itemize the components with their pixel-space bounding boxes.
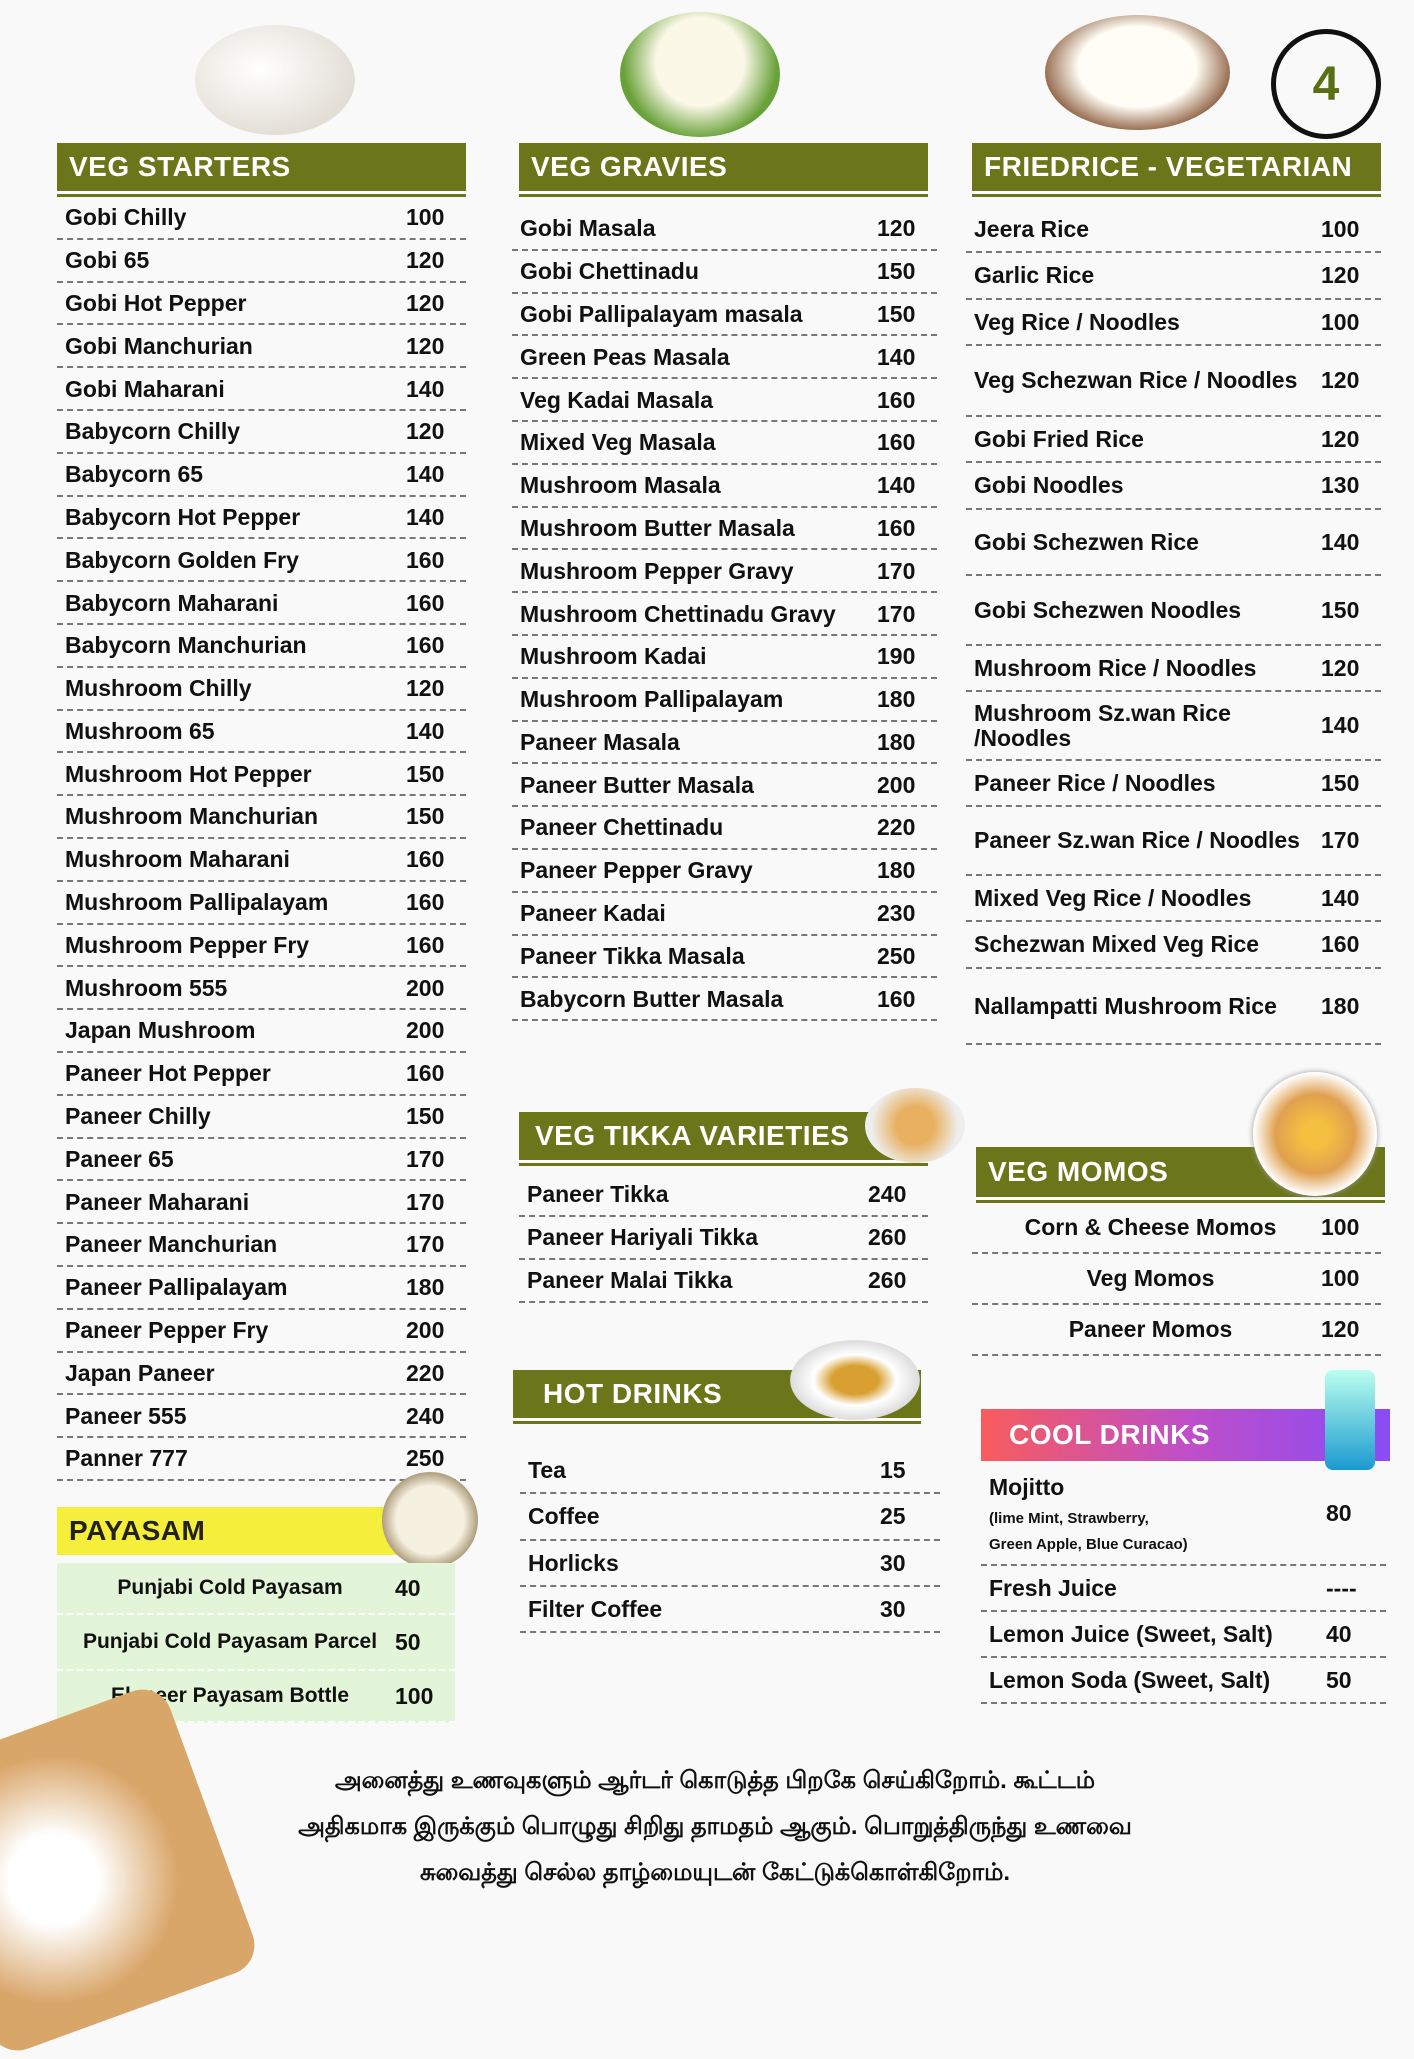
list-item (57, 796, 466, 839)
item-name: Punjabi Cold Payasam (117, 1575, 343, 1599)
item-name: Mushroom 65 (65, 717, 215, 744)
item-name: Gobi Hot Pepper (65, 289, 247, 316)
item-name: Mushroom Sz.wan Rice /Noodles (974, 700, 1231, 751)
item-name: Paneer Pepper Gravy (520, 857, 753, 884)
item-name: Gobi Schezwen Noodles (974, 596, 1242, 623)
hot-drinks-list (520, 1448, 940, 1633)
list-item (966, 922, 1381, 969)
item-price: 25 (880, 1503, 906, 1530)
item-price: 150 (406, 1103, 445, 1130)
item-price: 180 (1321, 992, 1360, 1019)
item-name: Jeera Rice (974, 216, 1090, 243)
item-price: 150 (406, 760, 445, 787)
item-price: 150 (406, 803, 445, 830)
item-name: Mushroom Pallipalayam (520, 686, 784, 713)
item-price: 220 (877, 814, 916, 841)
item-price: 160 (406, 589, 445, 616)
list-item (57, 411, 466, 454)
item-price: 120 (1321, 1316, 1360, 1343)
list-item (512, 850, 937, 893)
list-item (512, 936, 937, 979)
list-item (972, 1254, 1381, 1305)
notice-line: அனைத்து உணவுகளும் ஆர்டர் கொடுத்த பிறகே செய்கிறோம். கூட்டம் (334, 1767, 1096, 1794)
item-name: Paneer Manchurian (65, 1231, 278, 1258)
list-item (57, 1224, 466, 1267)
item-price: 160 (406, 1060, 445, 1087)
item-price: 140 (406, 375, 445, 402)
list-item (966, 646, 1381, 692)
list-item (57, 1096, 466, 1139)
item-price: 200 (406, 974, 445, 1001)
list-item (512, 679, 937, 722)
item-name: Babycorn Hot Pepper (65, 503, 301, 530)
item-name: Paneer Pepper Fry (65, 1317, 269, 1344)
item-price: 40 (395, 1574, 421, 1601)
item-price: 200 (877, 771, 916, 798)
item-price: 230 (877, 900, 916, 927)
veg-momos-list (972, 1203, 1381, 1356)
cool-drinks-header: COOL DRINKS (981, 1409, 1390, 1461)
list-item (57, 839, 466, 882)
item-price: 150 (877, 258, 916, 285)
item-name: Mushroom Pepper Fry (65, 931, 310, 958)
item-name: Lemon Juice (Sweet, Salt) (989, 1620, 1273, 1647)
list-item (966, 807, 1381, 876)
item-name: Veg Kadai Masala (520, 386, 714, 413)
item-name: Paneer Tikka Masala (520, 942, 745, 969)
item-name: Mushroom Maharani (65, 846, 290, 873)
item-price: 140 (406, 717, 445, 744)
item-name: Gobi Schezwen Rice (974, 528, 1199, 555)
list-item (57, 454, 466, 497)
page-number-badge: 4 (1271, 29, 1381, 139)
list-item (57, 1563, 455, 1615)
list-item (57, 882, 466, 925)
list-item (57, 1010, 466, 1053)
veg-tikka-list (519, 1174, 928, 1303)
veg-gravies-list (512, 208, 937, 1021)
item-name: Paneer Chettinadu (520, 814, 724, 841)
item-name: Green Peas Masala (520, 343, 730, 370)
item-price: 140 (1321, 712, 1360, 739)
item-name: Veg Schezwan Rice / Noodles (974, 367, 1298, 394)
item-name: Gobi Noodles (974, 472, 1124, 499)
item-name: Mojitto (989, 1473, 1065, 1500)
item-name: Panner 777 (65, 1445, 188, 1472)
item-name: Babycorn Butter Masala (520, 985, 784, 1012)
list-item (57, 539, 466, 582)
item-name: Veg Momos (1086, 1265, 1215, 1292)
list-item (966, 576, 1381, 646)
fried-rice-list (966, 208, 1381, 1045)
list-item (966, 876, 1381, 922)
list-item (520, 1448, 940, 1494)
payasam-header: PAYASAM (57, 1507, 455, 1555)
item-price: 180 (877, 857, 916, 884)
item-price: 170 (406, 1145, 445, 1172)
item-name: Mushroom Pallipalayam (65, 889, 329, 916)
item-name: Babycorn Manchurian (65, 632, 307, 659)
item-price: 170 (406, 1231, 445, 1258)
list-item (520, 1587, 940, 1633)
item-name: Schezwan Mixed Veg Rice (974, 931, 1260, 958)
item-price: 250 (406, 1445, 445, 1472)
list-item (519, 1217, 928, 1260)
list-item (512, 336, 937, 379)
item-price: 120 (406, 418, 445, 445)
list-item (512, 251, 937, 294)
item-price: 140 (1321, 884, 1360, 911)
list-item (57, 497, 466, 540)
item-name: Mushroom Masala (520, 472, 721, 499)
item-price: 100 (395, 1682, 434, 1709)
veg-starters-list (57, 197, 466, 1481)
item-name: Babycorn Golden Fry (65, 546, 299, 573)
item-price: 50 (1326, 1666, 1352, 1693)
item-price: 120 (1321, 367, 1360, 394)
item-name: Paneer Kadai (520, 900, 666, 927)
item-price: 120 (1321, 425, 1360, 452)
item-name: Mushroom Rice / Noodles (974, 654, 1257, 681)
item-name: Paneer Malai Tikka (527, 1267, 733, 1294)
item-name: Gobi Chilly (65, 204, 187, 231)
list-item (512, 379, 937, 422)
item-name: Paneer Tikka (527, 1181, 669, 1208)
notice-line: சுவைத்து செல்ல தாழ்மையுடன் கேட்டுக்கொள்கிறோம். (419, 1859, 1011, 1886)
notice-line: அதிகமாக இருக்கும் பொழுது சிறிது தாமதம் ஆகும். பொறுத்திருந்து உணவை (298, 1813, 1132, 1840)
item-name: Paneer Sz.wan Rice / Noodles (974, 827, 1300, 854)
item-price: 200 (406, 1017, 445, 1044)
list-item (519, 1174, 928, 1217)
list-item (57, 368, 466, 411)
item-name: Paneer Pallipalayam (65, 1274, 288, 1301)
item-price: 170 (406, 1188, 445, 1215)
item-name: Punjabi Cold Payasam Parcel (82, 1629, 378, 1653)
fried-rice-header: FRIEDRICE - VEGETARIAN (972, 143, 1381, 194)
item-price: 120 (406, 675, 445, 702)
list-item (966, 346, 1381, 417)
list-item (57, 668, 466, 711)
list-item (57, 1310, 466, 1353)
list-item (512, 508, 937, 551)
item-price: 120 (1321, 262, 1360, 289)
list-item (57, 753, 466, 796)
list-item (981, 1612, 1386, 1658)
item-price: 100 (1321, 1265, 1360, 1292)
item-price: 100 (406, 204, 445, 231)
item-name: Fresh Juice (989, 1574, 1117, 1601)
item-price: 240 (868, 1181, 907, 1208)
list-item (57, 240, 466, 283)
item-name: Filter Coffee (528, 1595, 663, 1622)
item-price: 170 (877, 557, 916, 584)
list-item (519, 1260, 928, 1303)
item-name: Paneer Maharani (65, 1188, 250, 1215)
item-name: Japan Mushroom (65, 1017, 256, 1044)
item-price: 160 (406, 931, 445, 958)
item-name: Elaneer Payasam Bottle (110, 1683, 350, 1707)
veg-momos-header: VEG MOMOS (976, 1147, 1385, 1200)
item-price: 120 (406, 247, 445, 274)
list-item (57, 197, 466, 240)
list-item (966, 761, 1381, 807)
list-item (520, 1541, 940, 1587)
payasam-bowl-image (382, 1472, 478, 1568)
item-price: 120 (1321, 654, 1360, 681)
item-price: 140 (1321, 528, 1360, 555)
item-description: Green Apple, Blue Curacao) (989, 1535, 1188, 1553)
item-description: (lime Mint, Strawberry, (989, 1509, 1149, 1527)
item-name: Paneer Chilly (65, 1103, 211, 1130)
list-item (57, 1438, 466, 1481)
item-price: 120 (877, 215, 916, 242)
item-price: 160 (406, 546, 445, 573)
list-item (966, 510, 1381, 576)
list-item (972, 1305, 1381, 1356)
mojito-glass-image (1325, 1370, 1375, 1470)
item-name: Mushroom Hot Pepper (65, 760, 312, 787)
item-price: 140 (877, 343, 916, 370)
list-item (966, 692, 1381, 761)
item-name: Mushroom Chilly (65, 675, 252, 702)
list-item (972, 1203, 1381, 1254)
item-price: 190 (877, 643, 916, 670)
list-item (512, 465, 937, 508)
item-price: 140 (406, 503, 445, 530)
item-price: 30 (880, 1595, 906, 1622)
item-name: Coffee (528, 1503, 600, 1530)
list-item (966, 417, 1381, 463)
list-item (512, 807, 937, 850)
item-price: 15 (880, 1456, 906, 1483)
item-name: Paneer Hariyali Tikka (527, 1224, 758, 1251)
item-name: Paneer 555 (65, 1402, 187, 1429)
list-item (57, 1181, 466, 1224)
momos-image (1253, 1072, 1377, 1196)
item-name: Paneer Hot Pepper (65, 1060, 271, 1087)
list-item (57, 967, 466, 1010)
item-name: Paneer 65 (65, 1145, 174, 1172)
list-item (512, 722, 937, 765)
list-item (520, 1494, 940, 1541)
item-name: Babycorn 65 (65, 461, 204, 488)
veg-starters-header: VEG STARTERS (57, 143, 466, 194)
item-price: 150 (877, 300, 916, 327)
item-price: 160 (406, 632, 445, 659)
list-item (57, 582, 466, 625)
item-name: Paneer Momos (1068, 1316, 1233, 1343)
item-price: 180 (406, 1274, 445, 1301)
item-price: 80 (1326, 1500, 1352, 1527)
item-name: Japan Paneer (65, 1359, 215, 1386)
item-name: Mushroom Butter Masala (520, 514, 795, 541)
item-name: Babycorn Maharani (65, 589, 279, 616)
paneer-image (1045, 15, 1230, 130)
list-item (981, 1658, 1386, 1704)
veg-gravies-header: VEG GRAVIES (519, 143, 928, 194)
item-name: Veg Rice / Noodles (974, 308, 1180, 335)
item-name: Mushroom Pepper Gravy (520, 557, 794, 584)
item-price: 180 (877, 728, 916, 755)
list-item (966, 463, 1381, 510)
list-item (981, 1463, 1386, 1566)
cool-drinks-list (981, 1463, 1386, 1704)
item-price: 100 (1321, 216, 1360, 243)
list-item (57, 1353, 466, 1396)
item-name: Gobi Fried Rice (974, 425, 1144, 452)
item-price: 160 (877, 514, 916, 541)
item-price: 160 (877, 386, 916, 413)
list-item (512, 294, 937, 337)
item-price: 100 (1321, 1214, 1360, 1241)
list-item (512, 208, 937, 251)
item-name: Paneer Butter Masala (520, 771, 754, 798)
item-name: Gobi Manchurian (65, 332, 253, 359)
item-price: 170 (1321, 827, 1360, 854)
item-name: Gobi Pallipalayam masala (520, 300, 803, 327)
item-price: 250 (877, 942, 916, 969)
item-price: 150 (1321, 596, 1360, 623)
item-price: 160 (877, 429, 916, 456)
item-price: 130 (1321, 472, 1360, 499)
item-price: 200 (406, 1317, 445, 1344)
list-item (57, 1139, 466, 1182)
list-item (966, 969, 1381, 1045)
item-name: Gobi 65 (65, 247, 150, 274)
list-item (512, 764, 937, 807)
item-price: 180 (877, 686, 916, 713)
list-item (981, 1566, 1386, 1612)
list-item (966, 253, 1381, 300)
item-name: Babycorn Chilly (65, 418, 241, 445)
item-name: Paneer Masala (520, 728, 680, 755)
item-name: Gobi Masala (520, 215, 656, 242)
list-item (57, 1267, 466, 1310)
item-price: 50 (395, 1628, 421, 1655)
list-item (57, 925, 466, 968)
item-price: ---- (1326, 1574, 1357, 1601)
item-name: Gobi Chettinadu (520, 258, 699, 285)
list-item (966, 208, 1381, 253)
item-name: Mixed Veg Rice / Noodles (974, 884, 1252, 911)
item-price: 120 (406, 332, 445, 359)
cauliflower-image (620, 12, 780, 137)
veg-tikka-header: VEG TIKKA VARIETIES (519, 1112, 928, 1163)
item-name: Mushroom Manchurian (65, 803, 319, 830)
tea-cup-image (790, 1340, 920, 1420)
list-item (57, 325, 466, 368)
item-price: 120 (406, 289, 445, 316)
item-price: 140 (877, 472, 916, 499)
item-name: Lemon Soda (Sweet, Salt) (989, 1666, 1271, 1693)
item-price: 260 (868, 1267, 907, 1294)
item-price: 160 (406, 889, 445, 916)
list-item (57, 1615, 455, 1671)
item-name: Tea (528, 1456, 566, 1483)
mushroom-image (195, 25, 355, 135)
item-price: 160 (406, 846, 445, 873)
list-item (512, 593, 937, 636)
list-item (966, 300, 1381, 346)
item-price: 150 (1321, 769, 1360, 796)
item-name: Mushroom 555 (65, 974, 228, 1001)
list-item (512, 636, 937, 679)
item-price: 220 (406, 1359, 445, 1386)
list-item (57, 1395, 466, 1438)
item-name: Mixed Veg Masala (520, 429, 716, 456)
item-name: Mushroom Kadai (520, 643, 707, 670)
item-name: Mushroom Chettinadu Gravy (520, 600, 836, 627)
item-price: 100 (1321, 308, 1360, 335)
tikka-image (865, 1088, 965, 1163)
item-price: 260 (868, 1224, 907, 1251)
item-price: 40 (1326, 1620, 1352, 1647)
item-price: 170 (877, 600, 916, 627)
item-price: 30 (880, 1549, 906, 1576)
list-item (57, 283, 466, 326)
item-name: Nallampatti Mushroom Rice (974, 992, 1277, 1019)
item-name: Corn & Cheese Momos (1024, 1214, 1277, 1241)
list-item (57, 711, 466, 754)
item-name: Horlicks (528, 1549, 619, 1576)
list-item (57, 625, 466, 668)
list-item (57, 1053, 466, 1096)
hot-drinks-header: HOT DRINKS (513, 1370, 921, 1421)
item-price: 160 (877, 985, 916, 1012)
item-price: 160 (1321, 931, 1360, 958)
item-price: 140 (406, 461, 445, 488)
item-name: Gobi Maharani (65, 375, 225, 402)
item-name: Paneer Rice / Noodles (974, 769, 1216, 796)
list-item (512, 550, 937, 593)
item-price: 240 (406, 1402, 445, 1429)
list-item (512, 978, 937, 1021)
list-item (512, 893, 937, 936)
list-item (512, 422, 937, 465)
item-name: Garlic Rice (974, 262, 1095, 289)
